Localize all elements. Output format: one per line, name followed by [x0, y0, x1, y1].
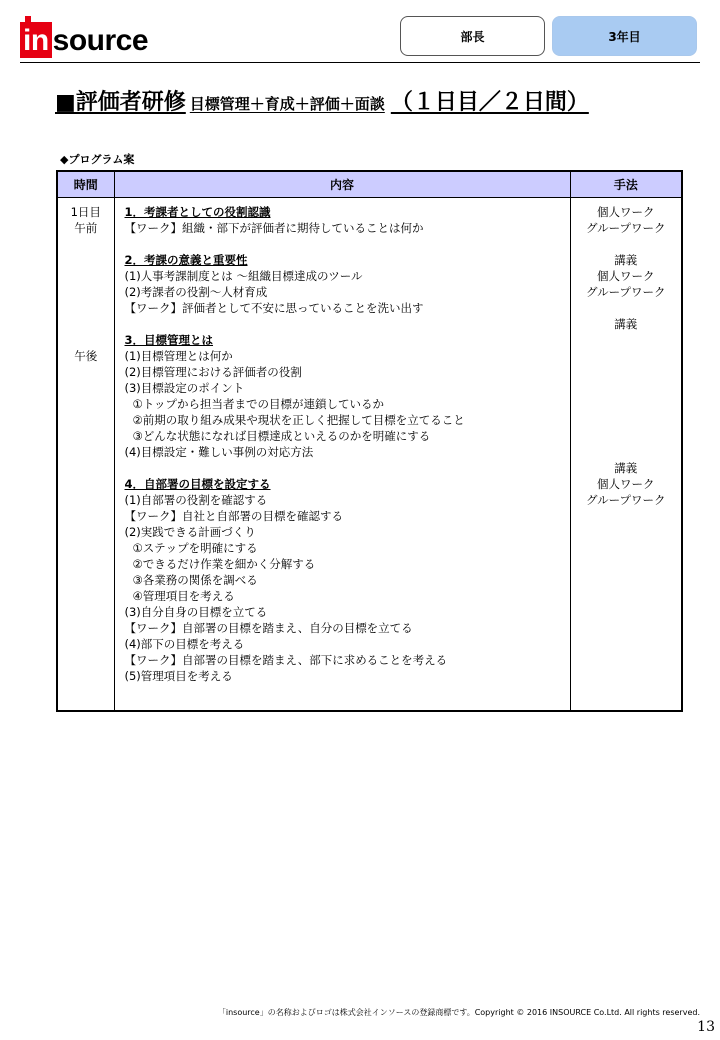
- section-title: 3．目標管理とは: [124, 332, 214, 347]
- page-number: 13: [697, 1019, 715, 1035]
- time-am: 午前: [74, 220, 98, 235]
- content-line: 【ワーク】自部署の目標を踏まえ、部下に求めることを考える: [124, 652, 448, 667]
- content-line: (3)目標設定のポイント: [124, 380, 245, 395]
- logo-in-mark: [20, 22, 52, 58]
- content-line: ②前期の取り組み成果や現状を正しく把握して目標を立てること: [132, 412, 465, 427]
- content-line: ②できるだけ作業を細かく分解する: [132, 556, 316, 571]
- section-title: 1．考課者としての役割認識: [124, 204, 271, 219]
- title-main: ■評価者研修: [55, 90, 186, 115]
- content-line: (2)目標管理における評価者の役割: [124, 364, 302, 379]
- content-line: ④管理項目を考える: [132, 588, 235, 603]
- dept-badge: 部長: [400, 16, 545, 56]
- method-item: グループワーク: [585, 492, 666, 507]
- logo-source-text: source: [52, 24, 149, 57]
- page-title: [55, 85, 589, 116]
- content-line: ③各業務の関係を調べる: [132, 572, 258, 587]
- method-item: 個人ワーク: [597, 476, 655, 491]
- content-line: (4)部下の目標を考える: [124, 636, 245, 651]
- title-sub: 目標管理＋育成＋評価＋面談: [189, 95, 385, 113]
- content-line: 【ワーク】評価者として不安に思っていることを洗い出す: [124, 300, 424, 315]
- method-item: グループワーク: [585, 220, 666, 235]
- time-day: 1日目: [70, 204, 101, 219]
- method-item: グループワーク: [585, 284, 666, 299]
- header-method: 手法: [570, 171, 682, 197]
- time-cell: [57, 197, 114, 711]
- program-label: ◆プログラム案: [60, 153, 135, 166]
- content-line: (5)管理項目を考える: [124, 668, 233, 683]
- header-time: 時間: [57, 171, 114, 197]
- title-days: （１日目／２日間）: [390, 90, 589, 115]
- content-line: (1)人事考課制度とは ～組織目標達成のツール: [124, 268, 363, 283]
- method-cell: [570, 197, 682, 711]
- program-table: [56, 170, 683, 712]
- content-line: (4)目標設定・難しい事例の対応方法: [124, 444, 314, 459]
- method-item: 個人ワーク: [597, 204, 655, 219]
- content-line: (1)自部署の役割を確認する: [124, 492, 268, 507]
- content-line: (2)考課者の役割～人材育成: [124, 284, 268, 299]
- section-title: 2．考課の意義と重要性: [124, 252, 248, 267]
- header-content: 内容: [114, 171, 570, 197]
- content-line: 【ワーク】自部署の目標を踏まえ、自分の目標を立てる: [124, 620, 413, 635]
- content-line: ①トップから担当者までの目標が連鎖しているか: [132, 396, 384, 411]
- content-line: (1)目標管理とは何か: [124, 348, 233, 363]
- content-line: 【ワーク】組織・部下が評価者に期待していることは何か: [124, 220, 424, 235]
- content-cell: [114, 197, 570, 711]
- method-item: 講義: [614, 460, 638, 475]
- content-line: ③どんな状態になれば目標達成といえるのかを明確にする: [132, 428, 431, 443]
- content-line: 【ワーク】自社と自部署の目標を確認する: [124, 508, 343, 523]
- time-pm: 午後: [74, 348, 98, 363]
- content-line: ①ステップを明確にする: [132, 540, 258, 555]
- method-item: 講義: [614, 252, 638, 267]
- method-item: 個人ワーク: [597, 268, 655, 283]
- content-line: (2)実践できる計画づくり: [124, 524, 256, 539]
- logo-in-text: in: [23, 24, 49, 57]
- section-title: 4．自部署の目標を設定する: [124, 476, 271, 491]
- content-line: (3)自分自身の目標を立てる: [124, 604, 268, 619]
- copyright-note: 「insource」の名称およびロゴは株式会社インソースの登録商標です。Copyright © 2016 INSOURCE Co.Ltd. All rights reserved.: [217, 1008, 700, 1017]
- logo-dot: [25, 16, 31, 22]
- table-header-row: [57, 171, 682, 197]
- year-badge: 3年目: [552, 16, 697, 56]
- header-divider: [20, 62, 700, 63]
- method-item: 講義: [614, 316, 638, 331]
- table-row: [57, 197, 682, 711]
- insource-logo: [20, 20, 148, 58]
